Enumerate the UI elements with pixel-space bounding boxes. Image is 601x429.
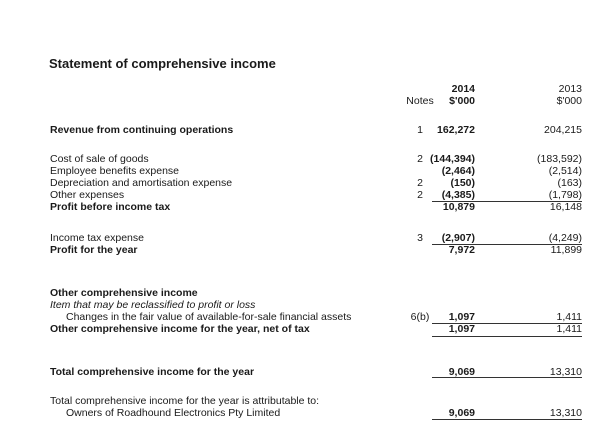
total-rule [432, 377, 582, 378]
year-2013-unit: $'000 [556, 95, 582, 107]
row-2014-profit-before-tax: 10,879 [442, 201, 475, 213]
row-2014-employee-benefits: (2,464) [441, 165, 475, 177]
row-2014-other-expenses: (4,385) [441, 189, 475, 201]
row-2014-owners: 9,069 [448, 407, 475, 419]
year-2014-unit: $'000 [449, 95, 475, 107]
row-2014-income-tax: (2,907) [441, 232, 475, 244]
row-note-fair-value-changes: 6(b) [410, 311, 430, 323]
row-note-other-expenses: 2 [417, 189, 423, 201]
row-2014-depreciation: (150) [450, 177, 475, 189]
row-2013-oci-net: 1,411 [556, 323, 582, 335]
row-2013-fair-value-changes: 1,411 [556, 311, 582, 323]
row-label-total-ci: Total comprehensive income for the year [50, 366, 255, 378]
row-2013-profit-before-tax: 16,148 [549, 201, 582, 213]
row-2013-depreciation: (163) [557, 177, 582, 189]
notes-header: Notes [406, 95, 434, 107]
row-2013-owners: 13,310 [549, 407, 582, 419]
year-2013-label: 2013 [558, 83, 582, 95]
year-2014-label: 2014 [451, 83, 475, 95]
row-label-profit-for-year: Profit for the year [50, 244, 138, 256]
row-label-revenue: Revenue from continuing operations [50, 124, 234, 136]
row-note-cost-of-sales: 2 [417, 153, 423, 165]
row-note-revenue: 1 [417, 124, 423, 136]
row-2013-revenue: 204,215 [544, 124, 582, 136]
row-2014-cost-of-sales: (144,394) [430, 153, 475, 165]
total-rule [432, 419, 582, 420]
row-2013-cost-of-sales: (183,592) [537, 153, 582, 165]
row-label-income-tax: Income tax expense [50, 232, 144, 244]
section-heading-oci: Other comprehensive income [50, 287, 198, 299]
row-label-depreciation: Depreciation and amortisation expense [50, 177, 233, 189]
row-2013-income-tax: (4,249) [548, 232, 582, 244]
row-2013-employee-benefits: (2,514) [548, 165, 582, 177]
row-2014-profit-for-year: 7,972 [448, 244, 475, 256]
row-label-other-expenses: Other expenses [50, 189, 125, 201]
row-2014-fair-value-changes: 1,097 [448, 311, 475, 323]
row-2014-revenue: 162,272 [437, 124, 475, 136]
year-2014-header [449, 83, 475, 107]
row-2013-profit-for-year: 11,899 [550, 244, 582, 256]
row-2014-oci-net: 1,097 [448, 323, 475, 335]
row-label-employee-benefits: Employee benefits expense [50, 165, 179, 177]
row-note-depreciation: 2 [417, 177, 423, 189]
row-label-owners: Owners of Roadhound Electronics Pty Limited [66, 407, 281, 419]
row-2013-other-expenses: (1,798) [548, 189, 582, 201]
row-2013-total-ci: 13,310 [549, 366, 582, 378]
row-label-fair-value-changes: Changes in the fair value of available-for-sale financial assets [66, 311, 352, 323]
statement-title: Statement of comprehensive income [49, 56, 276, 71]
total-rule [432, 336, 582, 337]
year-2013-header [557, 83, 582, 107]
row-label-profit-before-tax: Profit before income tax [50, 201, 171, 213]
row-label-oci-net: Other comprehensive income for the year, net of tax [50, 323, 310, 335]
attributable-heading: Total comprehensive income for the year is attributable to: [50, 395, 320, 407]
row-note-income-tax: 3 [417, 232, 423, 244]
subheading-reclassified: Item that may be reclassified to profit or loss [50, 299, 256, 311]
row-label-cost-of-sales: Cost of sale of goods [50, 153, 149, 165]
row-2014-total-ci: 9,069 [448, 366, 475, 378]
